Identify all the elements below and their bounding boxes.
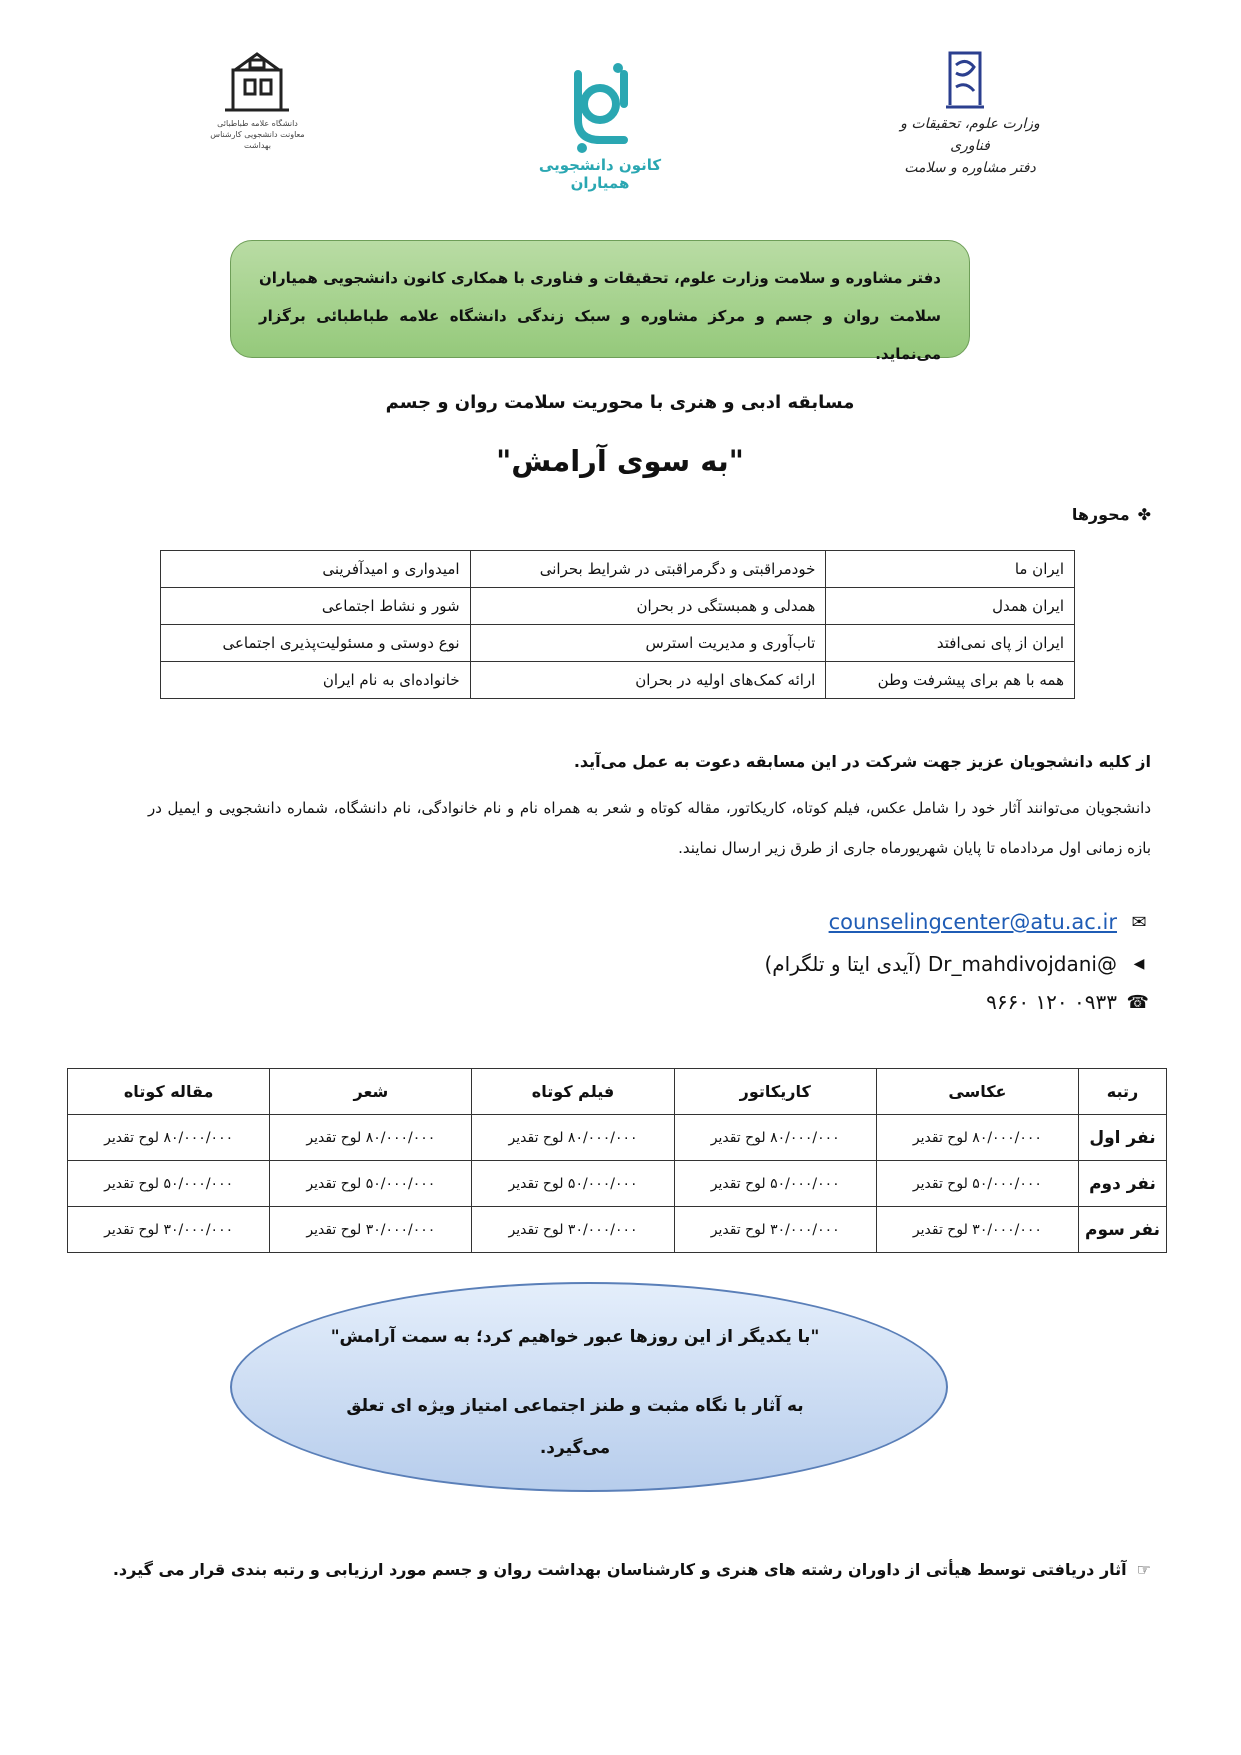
contest-title: مسابقه ادبی و هنری با محوریت سلامت روان و جسم xyxy=(385,392,855,413)
ministry-caption-line2: دفتر مشاوره و سلامت xyxy=(904,160,1036,176)
axis-cell: ارائه کمک‌های اولیه در بحران xyxy=(470,662,826,699)
prize-cell: ۸۰/۰۰۰/۰۰۰ لوح تقدیر xyxy=(674,1115,876,1161)
header-poetry: شعر xyxy=(270,1069,472,1115)
university-emblem-icon xyxy=(205,48,310,118)
header-caricature: کاریکاتور xyxy=(674,1069,876,1115)
header-rank: رتبه xyxy=(1079,1069,1167,1115)
axis-cell: امیدواری و امیدآفرینی xyxy=(161,551,471,588)
axis-cell: شور و نشاط اجتماعی xyxy=(161,588,471,625)
university-logo xyxy=(205,48,310,178)
axes-heading xyxy=(1072,505,1151,524)
prize-cell: ۳۰/۰۰۰/۰۰۰ لوح تقدیر xyxy=(472,1207,674,1253)
table-row xyxy=(161,588,1075,625)
bullet-icon: ✤ xyxy=(1137,505,1151,524)
axis-cell: ایران از پای نمی‌افتد xyxy=(826,625,1075,662)
invite-body: دانشجویان می‌توانند آثار خود را شامل عکس، فیلم کوتاه، کاریکاتور، مقاله کوتاه و شعر به همراه نام و نام خانوادگی، نام دانشگاه، شماره دانشجویی و ایمیل در بازه زمانی اول مردادماه تا پایان شهریورماه جاری از طرق زیر ارسال نمایند. xyxy=(148,799,1151,857)
footer-note xyxy=(113,1560,1151,1579)
hand-pointer-icon: ☞ xyxy=(1136,1560,1151,1579)
table-row xyxy=(68,1115,1167,1161)
prizes-table xyxy=(67,1068,1167,1253)
prize-cell: ۵۰/۰۰۰/۰۰۰ لوح تقدیر xyxy=(270,1161,472,1207)
prize-cell: ۵۰/۰۰۰/۰۰۰ لوح تقدیر xyxy=(674,1161,876,1207)
prize-cell: ۸۰/۰۰۰/۰۰۰ لوح تقدیر xyxy=(270,1115,472,1161)
axes-heading-label: محورها xyxy=(1071,505,1130,524)
prize-cell: ۵۰/۰۰۰/۰۰۰ لوح تقدیر xyxy=(68,1161,270,1207)
ministry-seal-icon xyxy=(880,45,1060,113)
axis-cell: خودمراقبتی و دگرمراقبتی در شرایط بحرانی xyxy=(470,551,826,588)
rank-cell: نفر اول xyxy=(1079,1115,1167,1161)
ministry-caption-line1: وزارت علوم، تحقیقات و فناوری xyxy=(900,116,1040,154)
messenger-id: @Dr_mahdivojdani (آیدی ایتا و تلگرام) xyxy=(764,952,1117,976)
email-contact[interactable] xyxy=(829,910,1151,934)
main-title: "به سوی آرامش" xyxy=(496,444,744,478)
prize-cell: ۵۰/۰۰۰/۰۰۰ لوح تقدیر xyxy=(472,1161,674,1207)
ministry-logo xyxy=(880,45,1060,175)
axis-cell: همدلی و همبستگی در بحران xyxy=(470,588,826,625)
axis-cell: ایران ما xyxy=(826,551,1075,588)
intro-box: دفتر مشاوره و سلامت وزارت علوم، تحقیقات و فناوری با همکاری کانون دانشجویی همیاران سلامت روان و جسم و مرکز مشاوره و سبک زندگی دانشگاه علامه طباطبائی برگزار می‌نماید. xyxy=(230,240,970,358)
hamyaran-logo-caption: کانون دانشجویی همیاران xyxy=(538,156,662,192)
prize-cell: ۳۰/۰۰۰/۰۰۰ لوح تقدیر xyxy=(68,1207,270,1253)
table-row xyxy=(161,625,1075,662)
hamyaran-logo xyxy=(520,60,680,190)
prize-cell: ۳۰/۰۰۰/۰۰۰ لوح تقدیر xyxy=(270,1207,472,1253)
messenger-contact xyxy=(764,952,1151,976)
table-row xyxy=(161,662,1075,699)
rank-cell: نفر دوم xyxy=(1079,1161,1167,1207)
phone-icon: ☎ xyxy=(1126,991,1151,1013)
axes-table xyxy=(160,550,1075,699)
phone-contact xyxy=(986,990,1151,1014)
invite-heading: از کلیه دانشجویان عزیز جهت شرکت در این مسابقه دعوت به عمل می‌آید. xyxy=(573,752,1151,771)
email-link[interactable]: counselingcenter@atu.ac.ir xyxy=(828,910,1117,934)
callout-slogan: "با یکدیگر از این روزها عبور خواهیم کرد؛ به سمت آرامش" xyxy=(330,1327,820,1347)
axis-cell: تاب‌آوری و مدیریت استرس xyxy=(470,625,826,662)
axis-cell: خانواده‌ای به نام ایران xyxy=(161,662,471,699)
prize-cell: ۸۰/۰۰۰/۰۰۰ لوح تقدیر xyxy=(876,1115,1078,1161)
header-short-film: فیلم کوتاه xyxy=(472,1069,674,1115)
table-row xyxy=(68,1207,1167,1253)
footer-note-text: آثار دریافتی توسط هیأتی از داوران رشته های هنری و کارشناسان بهداشت روان و جسم مورد ارزیابی و رتبه بندی قرار می گیرد. xyxy=(112,1560,1127,1579)
phone-number: ۰۹۳۳ ۱۲۰ ۹۶۶۰ xyxy=(986,990,1117,1014)
arrow-left-icon: ◀ xyxy=(1133,956,1145,972)
prize-cell: ۳۰/۰۰۰/۰۰۰ لوح تقدیر xyxy=(876,1207,1078,1253)
prize-cell: ۸۰/۰۰۰/۰۰۰ لوح تقدیر xyxy=(472,1115,674,1161)
header-photography: عکاسی xyxy=(876,1069,1078,1115)
table-row xyxy=(68,1161,1167,1207)
email-icon: ✉ xyxy=(1131,911,1147,933)
university-logo-caption: دانشگاه علامه طباطبائی معاونت دانشجویی کارشناس بهداشت xyxy=(210,119,305,150)
hamyaran-logo-icon xyxy=(520,60,680,156)
ministry-logo-caption xyxy=(880,113,1060,179)
callout-note: به آثار با نگاه مثبت و طنز اجتماعی امتیاز ویژه ای تعلق می‌گیرد. xyxy=(346,1396,804,1458)
table-header-row xyxy=(68,1069,1167,1115)
axis-cell: نوع دوستی و مسئولیت‌پذیری اجتماعی xyxy=(161,625,471,662)
axis-cell: همه با هم برای پیشرفت وطن xyxy=(826,662,1075,699)
prize-cell: ۵۰/۰۰۰/۰۰۰ لوح تقدیر xyxy=(876,1161,1078,1207)
prize-cell: ۳۰/۰۰۰/۰۰۰ لوح تقدیر xyxy=(674,1207,876,1253)
rank-cell: نفر سوم xyxy=(1079,1207,1167,1253)
table-row xyxy=(161,551,1075,588)
axis-cell: ایران همدل xyxy=(826,588,1075,625)
prize-cell: ۸۰/۰۰۰/۰۰۰ لوح تقدیر xyxy=(68,1115,270,1161)
header-short-article: مقاله کوتاه xyxy=(68,1069,270,1115)
